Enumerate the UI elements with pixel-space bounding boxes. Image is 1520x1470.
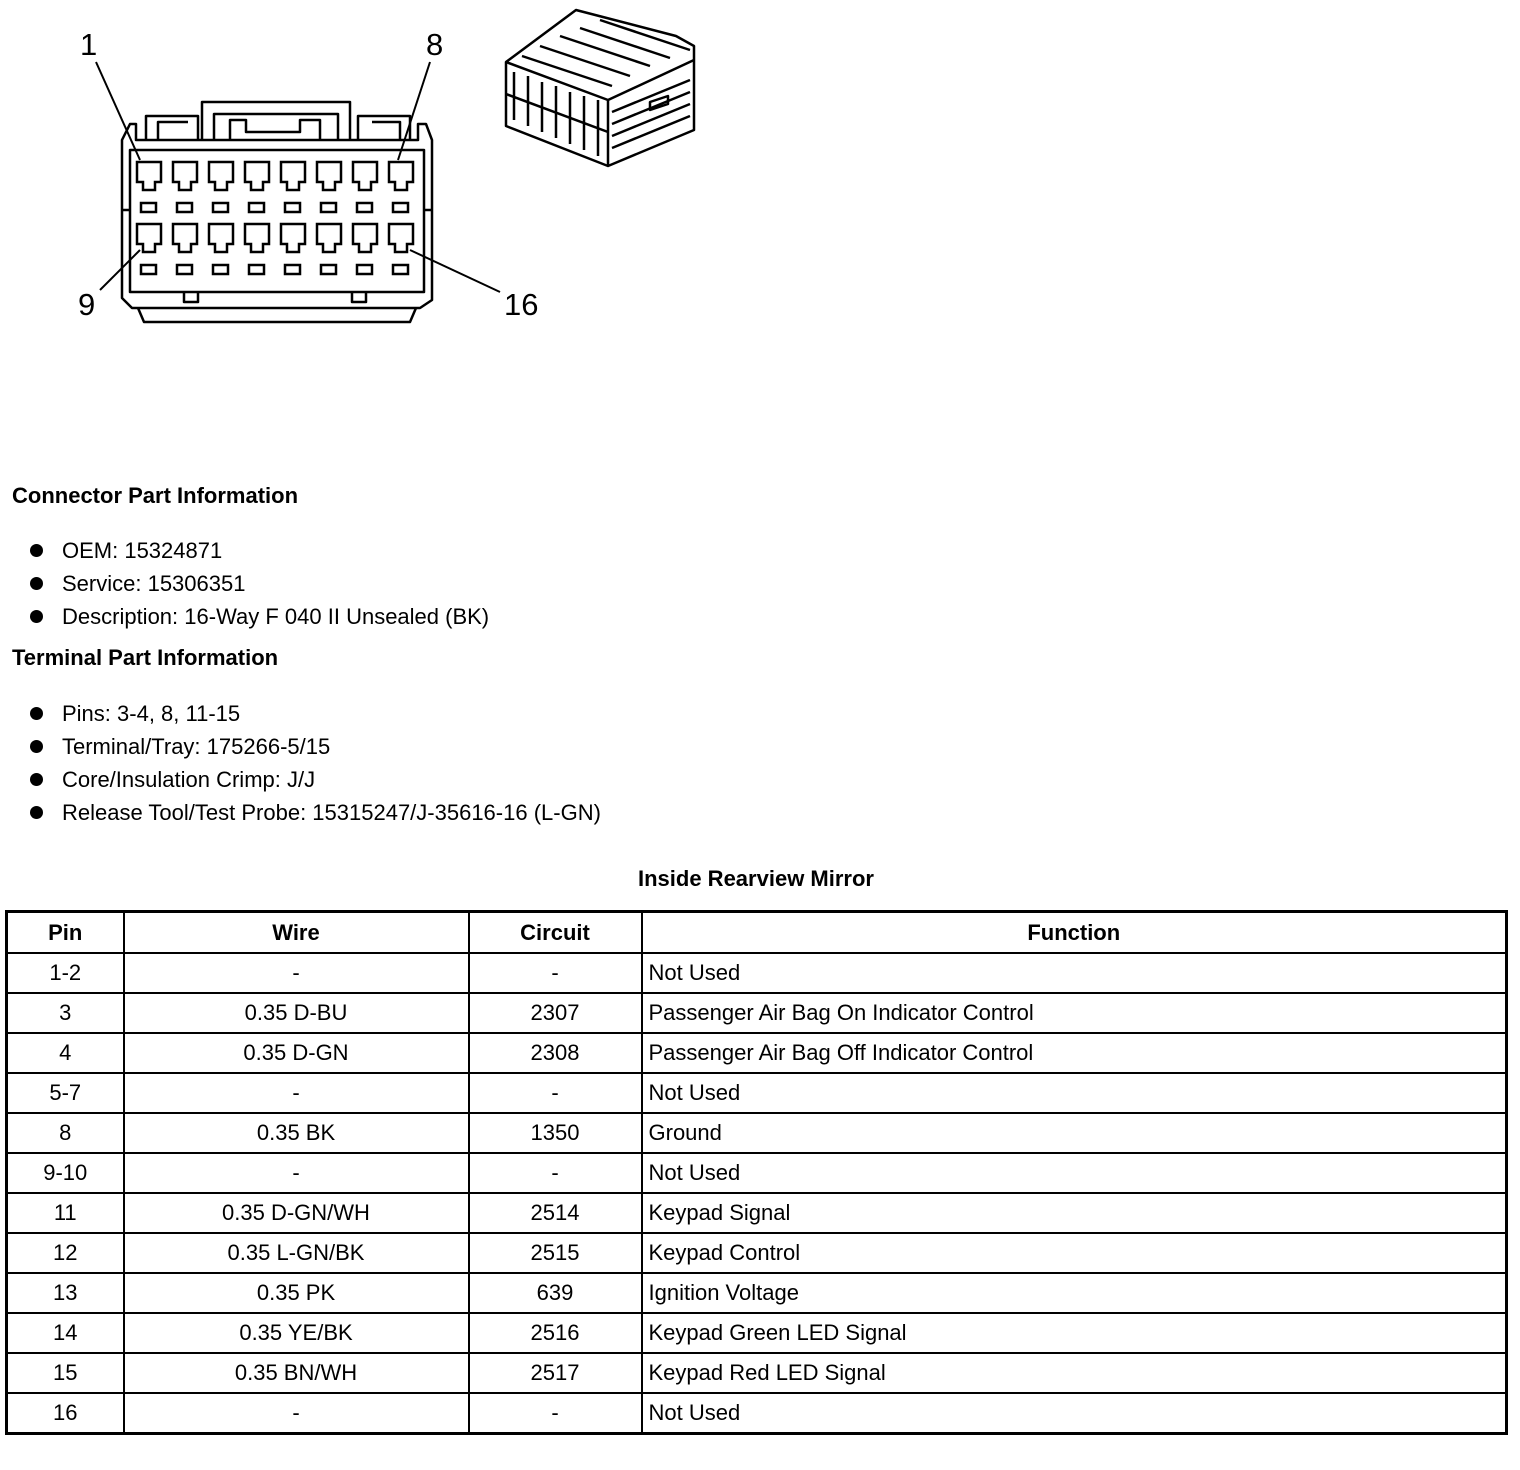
wire-cell: 0.35 L-GN/BK <box>124 1233 469 1273</box>
list-item: Release Tool/Test Probe: 15315247/J-35616-16 (L-GN) <box>30 796 601 829</box>
callout-pin-16: 16 <box>504 287 539 322</box>
table-row <box>7 1273 1507 1313</box>
bullet-icon <box>30 577 43 590</box>
circuit-cell: - <box>469 1393 642 1434</box>
function-cell: Keypad Control <box>642 1233 1507 1273</box>
table-row <box>7 1233 1507 1273</box>
circuit-cell: 2307 <box>469 993 642 1033</box>
circuit-cell: 1350 <box>469 1113 642 1153</box>
list-item: Service: 15306351 <box>30 567 489 600</box>
function-cell: Passenger Air Bag Off Indicator Control <box>642 1033 1507 1073</box>
pin-cell: 11 <box>7 1193 124 1233</box>
circuit-cell: 2308 <box>469 1033 642 1073</box>
pin-cell: 1-2 <box>7 953 124 993</box>
circuit-cell: 2515 <box>469 1233 642 1273</box>
terminal-info-list <box>30 697 601 829</box>
circuit-cell: 2516 <box>469 1313 642 1353</box>
bullet-icon <box>30 806 43 819</box>
list-item: Terminal/Tray: 175266-5/15 <box>30 730 601 763</box>
callout-pin-9: 9 <box>78 287 96 322</box>
table-row <box>7 1113 1507 1153</box>
table-row <box>7 1033 1507 1073</box>
wire-cell: 0.35 D-GN/WH <box>124 1193 469 1233</box>
pinout-table <box>5 910 1508 1435</box>
circuit-cell: - <box>469 1073 642 1113</box>
function-cell: Keypad Signal <box>642 1193 1507 1233</box>
function-cell: Keypad Green LED Signal <box>642 1313 1507 1353</box>
wire-cell: 0.35 D-GN <box>124 1033 469 1073</box>
column-header-circuit: Circuit <box>469 912 642 954</box>
callout-pin-1: 1 <box>80 27 98 62</box>
pin-cell: 8 <box>7 1113 124 1153</box>
function-cell: Not Used <box>642 953 1507 993</box>
table-row <box>7 993 1507 1033</box>
column-header-pin: Pin <box>7 912 124 954</box>
bullet-icon <box>30 740 43 753</box>
terminal-info-title: Terminal Part Information <box>12 645 279 670</box>
bullet-icon <box>30 773 43 786</box>
function-cell: Not Used <box>642 1393 1507 1434</box>
circuit-cell: 639 <box>469 1273 642 1313</box>
list-item: Description: 16-Way F 040 II Unsealed (BK) <box>30 600 489 633</box>
connector-info-list <box>30 534 489 633</box>
list-item: Pins: 3-4, 8, 11-15 <box>30 697 601 730</box>
table-row <box>7 1073 1507 1113</box>
table-header-row <box>7 912 1507 954</box>
circuit-cell: - <box>469 953 642 993</box>
bullet-icon <box>30 707 43 720</box>
wire-cell: 0.35 YE/BK <box>124 1313 469 1353</box>
table-row <box>7 1313 1507 1353</box>
circuit-cell: 2517 <box>469 1353 642 1393</box>
function-cell: Keypad Red LED Signal <box>642 1353 1507 1393</box>
pin-cell: 13 <box>7 1273 124 1313</box>
pin-cell: 5-7 <box>7 1073 124 1113</box>
connector-info-title: Connector Part Information <box>12 483 299 508</box>
function-cell: Ignition Voltage <box>642 1273 1507 1313</box>
pin-cell: 9-10 <box>7 1153 124 1193</box>
connector-face-diagram <box>0 0 720 340</box>
circuit-cell: - <box>469 1153 642 1193</box>
table-row <box>7 1193 1507 1233</box>
function-cell: Not Used <box>642 1073 1507 1113</box>
pin-cell: 4 <box>7 1033 124 1073</box>
connector-isometric-icon <box>506 10 694 166</box>
column-header-wire: Wire <box>124 912 469 954</box>
wire-cell: 0.35 PK <box>124 1273 469 1313</box>
pin-cell: 15 <box>7 1353 124 1393</box>
callout-pin-8: 8 <box>426 27 444 62</box>
bullet-icon <box>30 610 43 623</box>
wire-cell: - <box>124 953 469 993</box>
pin-cell: 3 <box>7 993 124 1033</box>
circuit-cell: 2514 <box>469 1193 642 1233</box>
callout-leader-lines <box>96 62 500 292</box>
bullet-icon <box>30 544 43 557</box>
wire-cell: 0.35 BK <box>124 1113 469 1153</box>
pin-cell: 12 <box>7 1233 124 1273</box>
cavity-row-top <box>137 162 413 212</box>
wire-cell: - <box>124 1153 469 1193</box>
wire-cell: 0.35 D-BU <box>124 993 469 1033</box>
cavity-row-bottom <box>137 224 413 274</box>
table-caption: Inside Rearview Mirror <box>638 866 874 891</box>
wire-cell: 0.35 BN/WH <box>124 1353 469 1393</box>
function-cell: Not Used <box>642 1153 1507 1193</box>
connector-cavities <box>122 162 432 274</box>
pin-cell: 14 <box>7 1313 124 1353</box>
16-way-connector-face-icon <box>122 102 432 322</box>
wire-cell: - <box>124 1073 469 1113</box>
table-row <box>7 1393 1507 1434</box>
list-item: OEM: 15324871 <box>30 534 489 567</box>
wire-cell: - <box>124 1393 469 1434</box>
function-cell: Passenger Air Bag On Indicator Control <box>642 993 1507 1033</box>
table-row <box>7 1153 1507 1193</box>
list-item: Core/Insulation Crimp: J/J <box>30 763 601 796</box>
pin-cell: 16 <box>7 1393 124 1434</box>
column-header-function: Function <box>642 912 1507 954</box>
table-row <box>7 1353 1507 1393</box>
table-row <box>7 953 1507 993</box>
function-cell: Ground <box>642 1113 1507 1153</box>
